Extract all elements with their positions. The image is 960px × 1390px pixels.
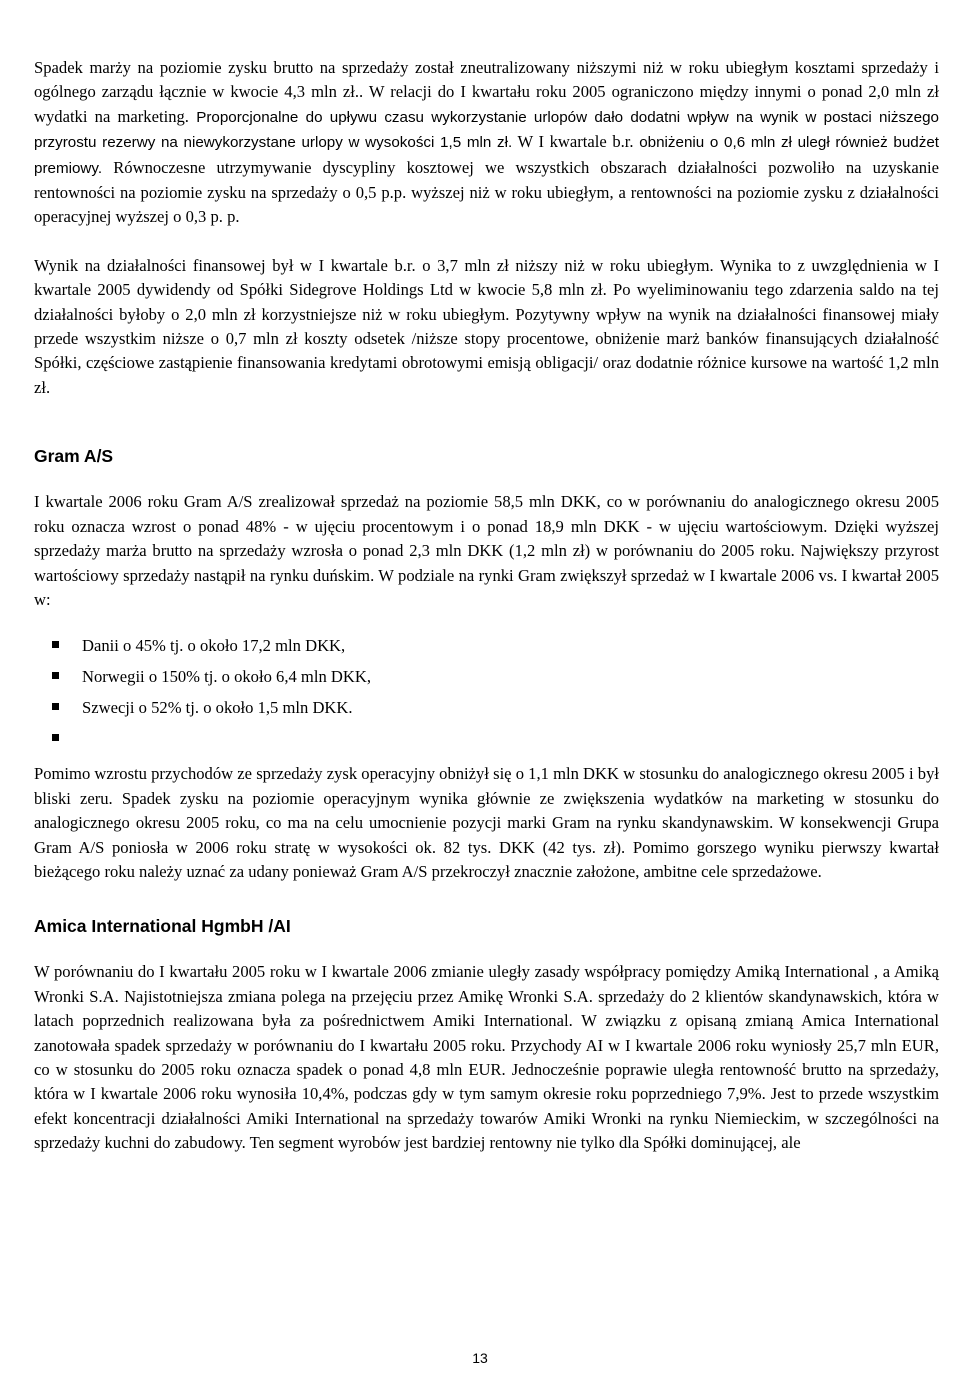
paragraph-gram-operating: Pomimo wzrostu przychodów ze sprzedaży zysk operacyjny obniżył się o 1,1 mln DKK w stosunku do analogicznego okresu 2005 i był bliski zeru. Spadek zysku na poziomie operacyjnym wynika głównie ze zwiększenia wydatków na marketing w stosunku do analogicznego okresu 2005 roku, co ma na celu umocnienie pozycji marki Gram na rynku skandynawskim. W konsekwencji Grupa Gram A/S poniosła w 2006 roku stratę w wysokości ok. 82 tys. DKK (42 tys. zł). Pomimo gorszego wyniku pierwszy kwartał bieżącego roku należy uznać za udany ponieważ Gram A/S przekroczył znacznie założone, ambitne cele sprzedażowe. <box>34 764 939 881</box>
section-heading-amica: Amica International HgmbH /AI <box>34 916 291 937</box>
page-number: 13 <box>472 1350 488 1366</box>
list-item <box>34 630 939 661</box>
list-item <box>34 692 939 723</box>
bullet-text: Danii o 45% tj. o około 17,2 mln DKK, <box>82 636 346 656</box>
paragraph-gram-sales: I kwartale 2006 roku Gram A/S zrealizował sprzedaż na poziomie 58,5 mln DKK, co w porównaniu do analogicznego okresu 2005 roku oznacza wzrost o ponad 48% - w ujęciu procentowym i o ponad 18,9 mln DKK - w ujęciu wartościowym. Dzięki wyższej sprzedaży marża brutto na sprzedaży wzrosła o ponad 2,3 mln DKK (1,2 mln zł) w porównaniu do 2005 roku. Największy przyrost wartościowy sprzedaży nastąpił na rynku duńskim. W podziale na rynki Gram zwiększył sprzedaż w I kwartale 2006 vs. I kwartał 2005 w: <box>34 492 939 609</box>
bullet-text: Norwegii o 150% tj. o około 6,4 mln DKK, <box>82 667 371 687</box>
bullet-text: Szwecji o 52% tj. o około 1,5 mln DKK. <box>82 698 353 718</box>
market-bullet-list <box>34 630 939 754</box>
bullet-square-icon <box>52 734 59 741</box>
paragraph-costs <box>34 56 939 230</box>
paragraph-financial-result: Wynik na działalności finansowej był w I kwartale b.r. o 3,7 mln zł niższy niż w roku ubiegłym. Wynika to z uwzględnienia w I kwartale 2005 dywidendy od Spółki Sidegrove Holdings Ltd w kwocie 5,8 mln zł. Po wyeliminowaniu tego zdarzenia saldo na tej działalności byłoby o 2,0 mln zł korzystniejsze niż w roku ubiegłym. Pozytywny wpływ na wynik na działalności finansowej miały przede wszystkim niższe o 0,7 mln zł koszty odsetek /niższe stopy procentowe, obniżenie marż banków finansujących działalność Spółki, częściowe zastąpienie finansowania kredytami obrotowymi emisją obligacji/ oraz dodatnie różnice kursowe na wartość 1,2 mln zł. <box>34 255 939 397</box>
bullet-square-icon <box>52 703 59 710</box>
list-item <box>34 723 939 754</box>
paragraph-costs-part2: Proporcjonalne do upływu czasu wykorzystanie urlopów dało dodatni wpływ na wynik w postaci niższego przyrostu rezerwy na niewykorzystane urlopy w wysokości 1,5 mln zł. <box>34 108 939 152</box>
bullet-square-icon <box>52 641 59 648</box>
paragraph-costs-part3: W I kwartale b.r. <box>512 132 634 152</box>
paragraph-costs-part4: obniżeniu o 0,6 mln zł uległ również budżet premiowy. <box>34 134 939 177</box>
list-item <box>34 661 939 692</box>
bullet-square-icon <box>52 672 59 679</box>
paragraph-amica: W porównaniu do I kwartału 2005 roku w I kwartale 2006 zmianie uległy zasady współpracy pomiędzy Amiką International , a Amiką Wronki S.A. Najistotniejsza zmiana polega na przejęciu przez Amikę Wronki S.A. sprzedaży do 2 klientów skandynawskich, która w latach poprzednich realizowana była za pośrednictwem Amiki International. W związku z opisaną zmianą Amica International zanotowała spadek sprzedaży w porównaniu do I kwartału 2005 roku. Przychody AI w I kwartale 2006 roku wyniosły 25,7 mln EUR, co w stosunku do 2005 roku oznacza spadek o ponad 4,8 mln EUR. Jednocześnie poprawie uległa rentowność brutto na sprzedaży, która w I kwartale 2006 roku wynosiła 10,4%, podczas gdy w tym samym okresie roku poprzedniego 7,9%. Jest to przede wszystkim efekt koncentracji działalności Amiki International na sprzedaży towarów Amiki Wronki na rynku Niemieckim, w szczególności na sprzedaży kuchni do zabudowy. Ten segment wyrobów jest bardziej rentowny nie tylko dla Spółki dominującej, ale <box>34 962 939 1153</box>
paragraph-costs-part1: Spadek marży na poziomie zysku brutto na sprzedaży został zneutralizowany niższymi niż w roku ubiegłym kosztami sprzedaży i ogólnego zarządu łącznie w kwocie 4,3 mln zł.. W relacji do I kwartału roku 2005 ograniczono między innymi o ponad 2,0 mln zł wydatki na marketing. <box>34 58 939 126</box>
section-heading-gram: Gram A/S <box>34 446 114 467</box>
paragraph-costs-part5: Równoczesne utrzymywanie dyscypliny kosztowej we wszystkich obszarach działalności pozwoliło na uzyskanie rentowności na poziomie zysku na sprzedaży o 0,5 p.p. wyższej niż w roku ubiegłym, a rentowności na poziomie zysku z działalności operacyjnej wyższej o 0,3 p. p. <box>34 157 939 227</box>
document-page <box>34 56 939 1156</box>
